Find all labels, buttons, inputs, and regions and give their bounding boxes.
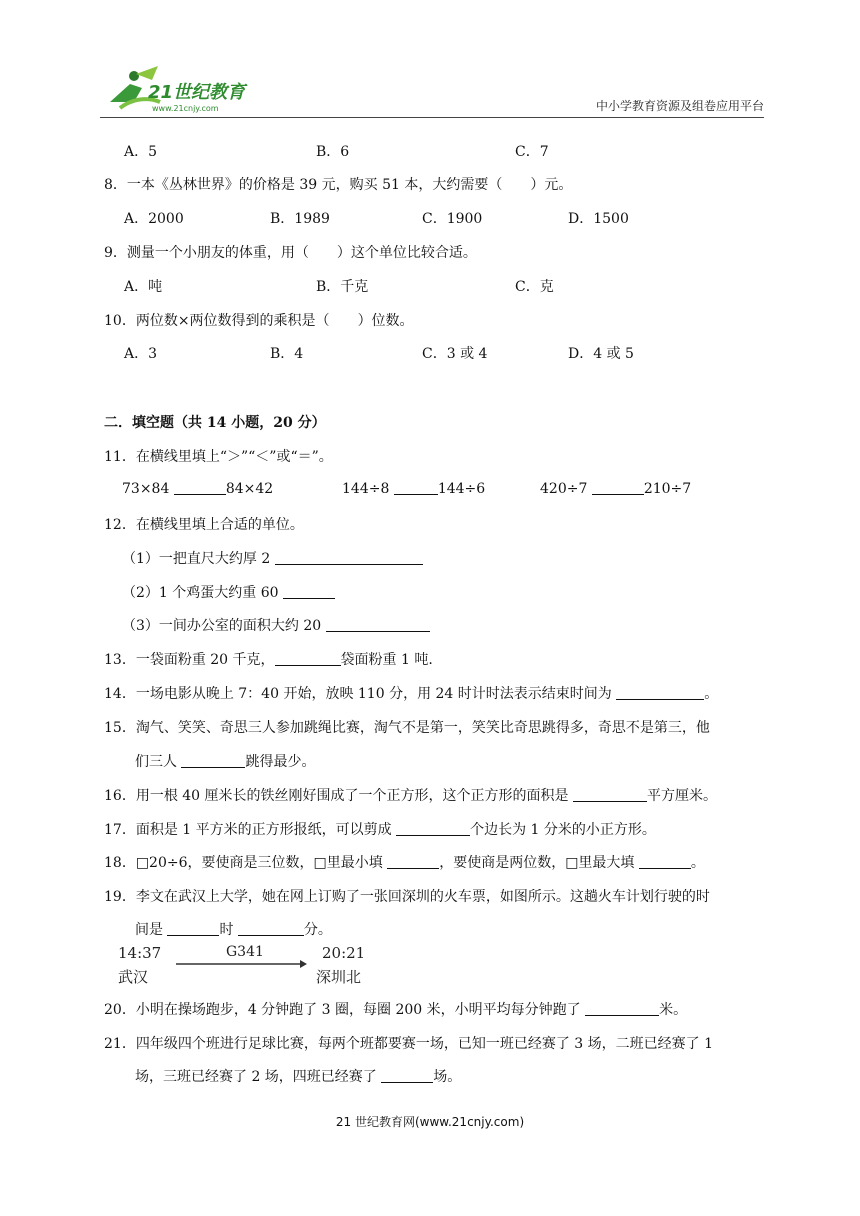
- page-footer: 21 世纪教育网(www.21cnjy.com): [335, 1115, 525, 1129]
- question-10: [104, 310, 414, 330]
- answer-blank[interactable]: [585, 1001, 659, 1016]
- question-stem-end: ）位数。: [357, 313, 414, 329]
- q10-option-d: D．4 或 5: [568, 346, 634, 362]
- question-number: 18．: [104, 855, 136, 871]
- question-stem-mid: 时: [219, 922, 234, 938]
- runner-logo-icon: [100, 62, 260, 114]
- question-number: 17．: [104, 822, 136, 838]
- arrive-time: 20:21: [322, 944, 366, 962]
- question-13: [104, 649, 433, 669]
- answer-blank[interactable]: [616, 685, 704, 700]
- question-number: 11．: [104, 449, 136, 465]
- sub-question: （2）1 个鸡蛋大约重 60: [122, 585, 279, 601]
- compare-right: 210÷7: [643, 481, 692, 497]
- answer-blank[interactable]: [326, 617, 430, 632]
- question-stem: 四年级四个班进行足球比赛，每两个班都要赛一场，已知一班已经赛了 3 场，二班已经赛了 1: [135, 1036, 713, 1052]
- question-stem: 间是: [135, 922, 163, 938]
- compare-left: 420÷7: [540, 481, 588, 497]
- question-20: [104, 999, 687, 1019]
- question-stem-end: 场。: [433, 1069, 462, 1085]
- question-12: [104, 514, 304, 534]
- arrow-right-icon: [176, 958, 308, 970]
- question-11: [104, 446, 333, 466]
- q12-sub-1: [122, 548, 423, 568]
- question-17: [104, 819, 656, 839]
- question-stem-end: 米。: [659, 1002, 688, 1018]
- header-divider: [100, 117, 764, 118]
- question-stem-end: 跳得最少。: [245, 754, 316, 770]
- logo-text: 21世纪教育: [148, 82, 246, 103]
- question-stem: 用一根 40 厘米长的铁丝刚好围成了一个正方形，这个正方形的面积是: [135, 788, 569, 804]
- question-stem: 们三人: [135, 754, 177, 770]
- site-logo: [100, 62, 260, 114]
- answer-blank[interactable]: [275, 550, 423, 565]
- train-ticket-figure: [118, 944, 378, 990]
- question-stem-end: 平方厘米。: [647, 788, 717, 804]
- question-stem: 李文在武汉上大学，她在网上订购了一张回深圳的火车票，如图所示。这趟火车计划行驶的时: [135, 889, 710, 905]
- q11-compare-3: [540, 480, 691, 497]
- answer-blank[interactable]: [573, 787, 647, 802]
- logo-url: www.21cnjy.com: [152, 104, 219, 113]
- question-9: [104, 242, 477, 262]
- question-stem: 小明在操场跑步，4 分钟跑了 3 圈，每圈 200 米，小明平均每分钟跑了: [135, 1002, 581, 1018]
- question-15: [104, 717, 710, 737]
- train-number: G341: [226, 944, 264, 960]
- answer-blank[interactable]: [238, 921, 304, 936]
- q10-option-c: C．3 或 4: [422, 346, 488, 362]
- question-stem-mid: ，要使商是两位数，□里最大填: [439, 855, 635, 871]
- compare-right: 84×42: [225, 481, 274, 497]
- question-15-line2: [135, 751, 315, 771]
- answer-blank[interactable]: [396, 821, 470, 836]
- question-stem: 一场电影从晚上 7：40 开始，放映 110 分，用 24 时计时法表示结束时间为: [135, 686, 612, 702]
- q11-compare-2: [342, 480, 485, 497]
- question-14: [104, 683, 718, 703]
- q12-sub-3: [122, 615, 430, 635]
- answer-blank[interactable]: [592, 480, 644, 495]
- sub-question: （3）一间办公室的面积大约 20: [122, 618, 322, 634]
- question-21: [104, 1033, 713, 1053]
- question-18: [104, 852, 705, 872]
- arrive-station: 深圳北: [316, 968, 362, 986]
- section-title: 二．填空题（共 14 小题，20 分）: [104, 415, 326, 431]
- answer-blank[interactable]: [394, 480, 438, 495]
- q8-option-a: A．2000: [124, 211, 184, 227]
- answer-blank[interactable]: [181, 753, 245, 768]
- answer-blank[interactable]: [283, 584, 335, 599]
- question-19: [104, 886, 710, 906]
- q8-option-b: B．1989: [270, 211, 330, 227]
- q9-option-b: B．千克: [316, 279, 369, 295]
- answer-blank[interactable]: [381, 1068, 433, 1083]
- answer-blank[interactable]: [387, 854, 439, 869]
- depart-station: 武汉: [118, 968, 149, 986]
- question-21-line2: [135, 1066, 461, 1086]
- question-number: 13．: [104, 652, 136, 668]
- compare-left: 144÷8: [342, 481, 390, 497]
- question-8: [104, 174, 572, 194]
- q9-option-a: A．吨: [124, 279, 163, 295]
- answer-blank[interactable]: [275, 651, 341, 666]
- question-number: 20．: [104, 1002, 136, 1018]
- question-19-line2: [135, 919, 332, 939]
- depart-time: 14:37: [118, 944, 162, 962]
- question-stem-end: 袋面粉重 1 吨.: [340, 652, 433, 668]
- compare-left: 73×84: [122, 481, 170, 497]
- q12-sub-2: [122, 582, 335, 602]
- platform-name: 中小学教育资源及组卷应用平台: [595, 99, 764, 113]
- q7-option-b: B．6: [316, 144, 350, 160]
- answer-blank[interactable]: [639, 854, 691, 869]
- question-stem: 测量一个小朋友的体重，用（: [126, 245, 309, 261]
- q7-option-a: A．5: [124, 144, 158, 160]
- question-stem-end: 个边长为 1 分米的小正方形。: [470, 822, 656, 838]
- question-stem-end: 分。: [303, 922, 332, 938]
- question-number: 10．: [104, 313, 136, 329]
- question-stem: 一袋面粉重 20 千克，: [135, 652, 275, 668]
- answer-blank[interactable]: [174, 480, 226, 495]
- question-number: 12．: [104, 517, 136, 533]
- question-stem: □20÷6，要使商是三位数，□里最小填: [135, 855, 383, 871]
- question-stem: 面积是 1 平方米的正方形报纸，可以剪成: [135, 822, 392, 838]
- question-stem: 在横线里填上合适的单位。: [135, 517, 304, 533]
- question-number: 8．: [104, 177, 127, 193]
- sub-question: （1）一把直尺大约厚 2: [122, 551, 271, 567]
- q11-compare-1: [122, 480, 273, 497]
- q8-option-d: D．1500: [568, 211, 629, 227]
- question-stem: 场，三班已经赛了 2 场，四班已经赛了: [135, 1069, 377, 1085]
- question-stem-end: ）这个单位比较合适。: [336, 245, 477, 261]
- question-stem: 淘气、笑笑、奇思三人参加跳绳比赛，淘气不是第一，笑笑比奇思跳得多，奇思不是第三，他: [135, 720, 710, 736]
- compare-right: 144÷6: [437, 481, 486, 497]
- question-stem-end: 。: [704, 686, 719, 702]
- q10-option-b: B．4: [270, 346, 304, 362]
- question-stem: 一本《丛林世界》的价格是 39 元，购买 51 本，大约需要（: [126, 177, 503, 193]
- question-number: 15．: [104, 720, 136, 736]
- question-number: 14．: [104, 686, 136, 702]
- question-stem-end: ）元。: [530, 177, 573, 193]
- q7-option-c: C．7: [515, 144, 549, 160]
- q8-option-c: C．1900: [422, 211, 483, 227]
- question-stem: 两位数×两位数得到的乘积是（: [135, 313, 330, 329]
- answer-blank[interactable]: [167, 921, 219, 936]
- question-16: [104, 785, 717, 805]
- question-stem: 在横线里填上“＞”“＜”或“＝”。: [135, 449, 333, 465]
- question-number: 16．: [104, 788, 136, 804]
- q9-option-c: C．克: [515, 279, 554, 295]
- question-stem-end: 。: [690, 855, 705, 871]
- question-number: 21．: [104, 1036, 136, 1052]
- question-number: 9．: [104, 245, 127, 261]
- question-number: 19．: [104, 889, 136, 905]
- q10-option-a: A．3: [124, 346, 158, 362]
